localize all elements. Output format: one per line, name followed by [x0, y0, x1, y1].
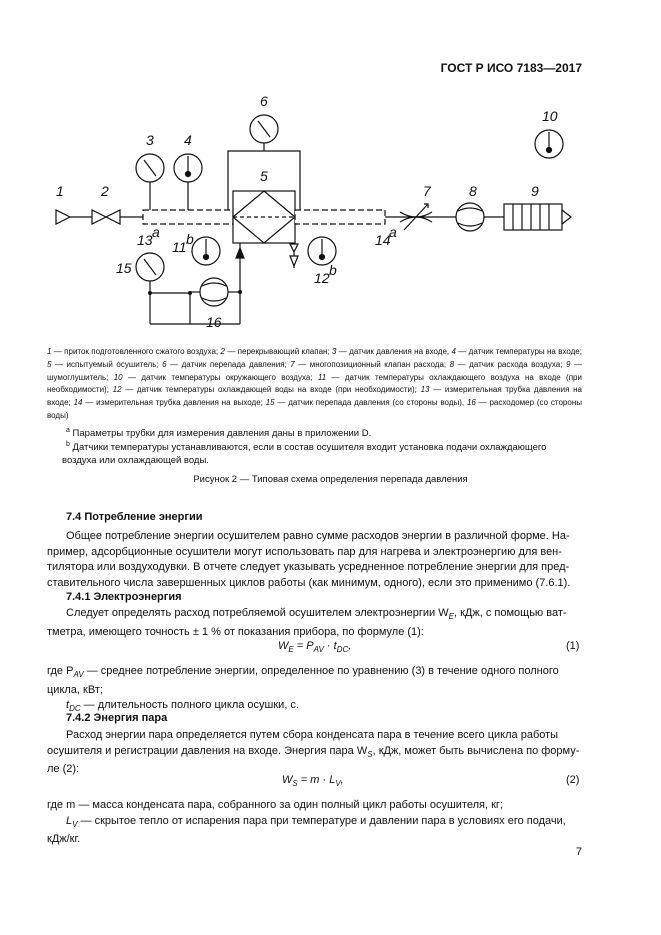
air-flowmeter-icon [456, 203, 484, 231]
section-7-4-2-body: Расход энергии пара определяется путем сбора конденсата пара в течение всего цикла работы осушителя и регистрации давления на входе. Энергия пара $W_S$, кДж, может быть вычислена по форму- ле (2): [47, 729, 580, 776]
legend-item: 3 — датчик давления на входе, [332, 347, 450, 356]
legend-item: 12 — датчик температуры охлаждающей воды на входе (при необходимости); [112, 385, 417, 395]
footnote-a: $^a$ Параметры трубки для измерения давления даны в приложении D. [66, 427, 372, 440]
schematic-diagram [0, 0, 661, 340]
label-11-sup: b [186, 231, 194, 247]
section-7-4-1-body: Следует определять расход потребляемой осушителем электроэнергии $W_E$, кДж, с помощью ват- тметра, имеющего точность ± 1 % от показания прибора, по формуле (1): [47, 607, 567, 638]
label-1: 1 [56, 183, 64, 199]
inlet-arrow-icon [56, 210, 70, 224]
footnote-b: $^b$ Датчики температуры устанавливаются, если в состав осушителя входит установка подачи охлаждающего воздуха или охлаждающей воды. [62, 441, 547, 467]
page-number: 7 [575, 846, 582, 858]
label-3: 3 [146, 132, 154, 148]
legend-item: 6 — датчик перепада давления; [162, 359, 287, 369]
label-5: 5 [260, 168, 268, 184]
label-4: 4 [184, 132, 192, 148]
legend-item: 8 — датчик расхода воздуха; [449, 359, 563, 369]
label-12: 12 [314, 270, 330, 286]
label-6: 6 [260, 93, 268, 109]
label-16: 16 [206, 314, 222, 330]
section-7-4-1-title: 7.4.1 Электроэнергия [66, 591, 182, 603]
legend-item: 7 — многопозиционный клапан расхода; [290, 359, 447, 369]
formula-2-where: где m — масса конденсата пара, собранного за один полный цикл работы осушителя, кг; $L_V$ — скрытое тепло от испарения пара при температуре и давлении пара в условиях его подачи, кДж/кг. [47, 799, 566, 846]
legend-item: 4 — датчик температуры на входе; [451, 347, 582, 356]
legend-item: 9 — шумоглушитель; [47, 359, 582, 382]
shutoff-valve-icon [92, 210, 106, 224]
formula-1: $W_E = P_{AV} \cdot t_{DC}$, [278, 640, 352, 655]
water-flowmeter-icon [200, 278, 228, 306]
legend-item: 1 — приток подготовленного сжатого воздуха; [47, 347, 219, 356]
legend-item: 10 — датчик температуры окружающего воздуха; [113, 372, 313, 382]
section-7-4-body: Общее потребление энергии осушителем равно сумме расходов энергии в различной форме. На- пример, адсорбционные осушители могут использовать пар для нагрева и электроэнергию для вен- тилятора или воздуходувки. В отчете следует указывать усредненное потребление энергии для пред- ставительного числа завершенных циклов работы (как минимум, одного), если это применимо (7.6.1). [47, 530, 571, 589]
label-14: 14 [375, 232, 391, 248]
legend-item: 15 — датчик перепада давления (со стороны воды), [265, 398, 465, 408]
label-2: 2 [101, 183, 109, 199]
legend-item: 5 — испытуемый осушитель; [47, 359, 159, 369]
outlet-pressure-tube [295, 210, 385, 224]
legend-item: 2 — перекрывающий клапан; [220, 347, 330, 356]
formula-2: $W_S = m \cdot L_V$, [282, 774, 344, 789]
label-13-sup: a [152, 224, 160, 240]
label-11: 11 [172, 239, 187, 255]
label-8: 8 [469, 183, 477, 199]
label-10: 10 [542, 108, 558, 124]
label-7: 7 [423, 183, 431, 199]
figure-caption: Рисунок 2 — Типовая схема определения перепада давления [193, 474, 468, 485]
legend-item: 14 — измерительная трубка давления на выходе; [73, 398, 263, 408]
label-13: 13 [137, 232, 153, 248]
label-12-sup: b [329, 262, 337, 278]
legend-item: 11 — датчик температуры охлаждающего воздуха на входе (при необходимости); [47, 372, 582, 395]
label-15: 15 [116, 260, 132, 276]
equation-number-1: (1) [566, 640, 580, 652]
document-header: ГОСТ Р ИСО 7183—2017 [440, 61, 582, 75]
inlet-pressure-tube [143, 210, 233, 224]
label-9: 9 [531, 183, 539, 199]
section-7-4-title: 7.4 Потребление энергии [66, 511, 203, 523]
legend-item: 13 — измерительная трубка давления на входе; [47, 385, 582, 408]
legend-item: 16 — расходомер (со стороны воды) [47, 398, 582, 420]
figure-legend [47, 346, 582, 423]
formula-1-where: где $P_{AV}$ — среднее потребление энергии, определенное по уравнению (3) в течение одного полного цикла, кВт; $t_{DC}$ — длительность полного цикла осушки, с. [47, 665, 559, 714]
section-7-4-2-title: 7.4.2 Энергия пара [66, 712, 168, 724]
label-14-sup: a [389, 224, 397, 240]
equation-number-2: (2) [566, 774, 580, 786]
